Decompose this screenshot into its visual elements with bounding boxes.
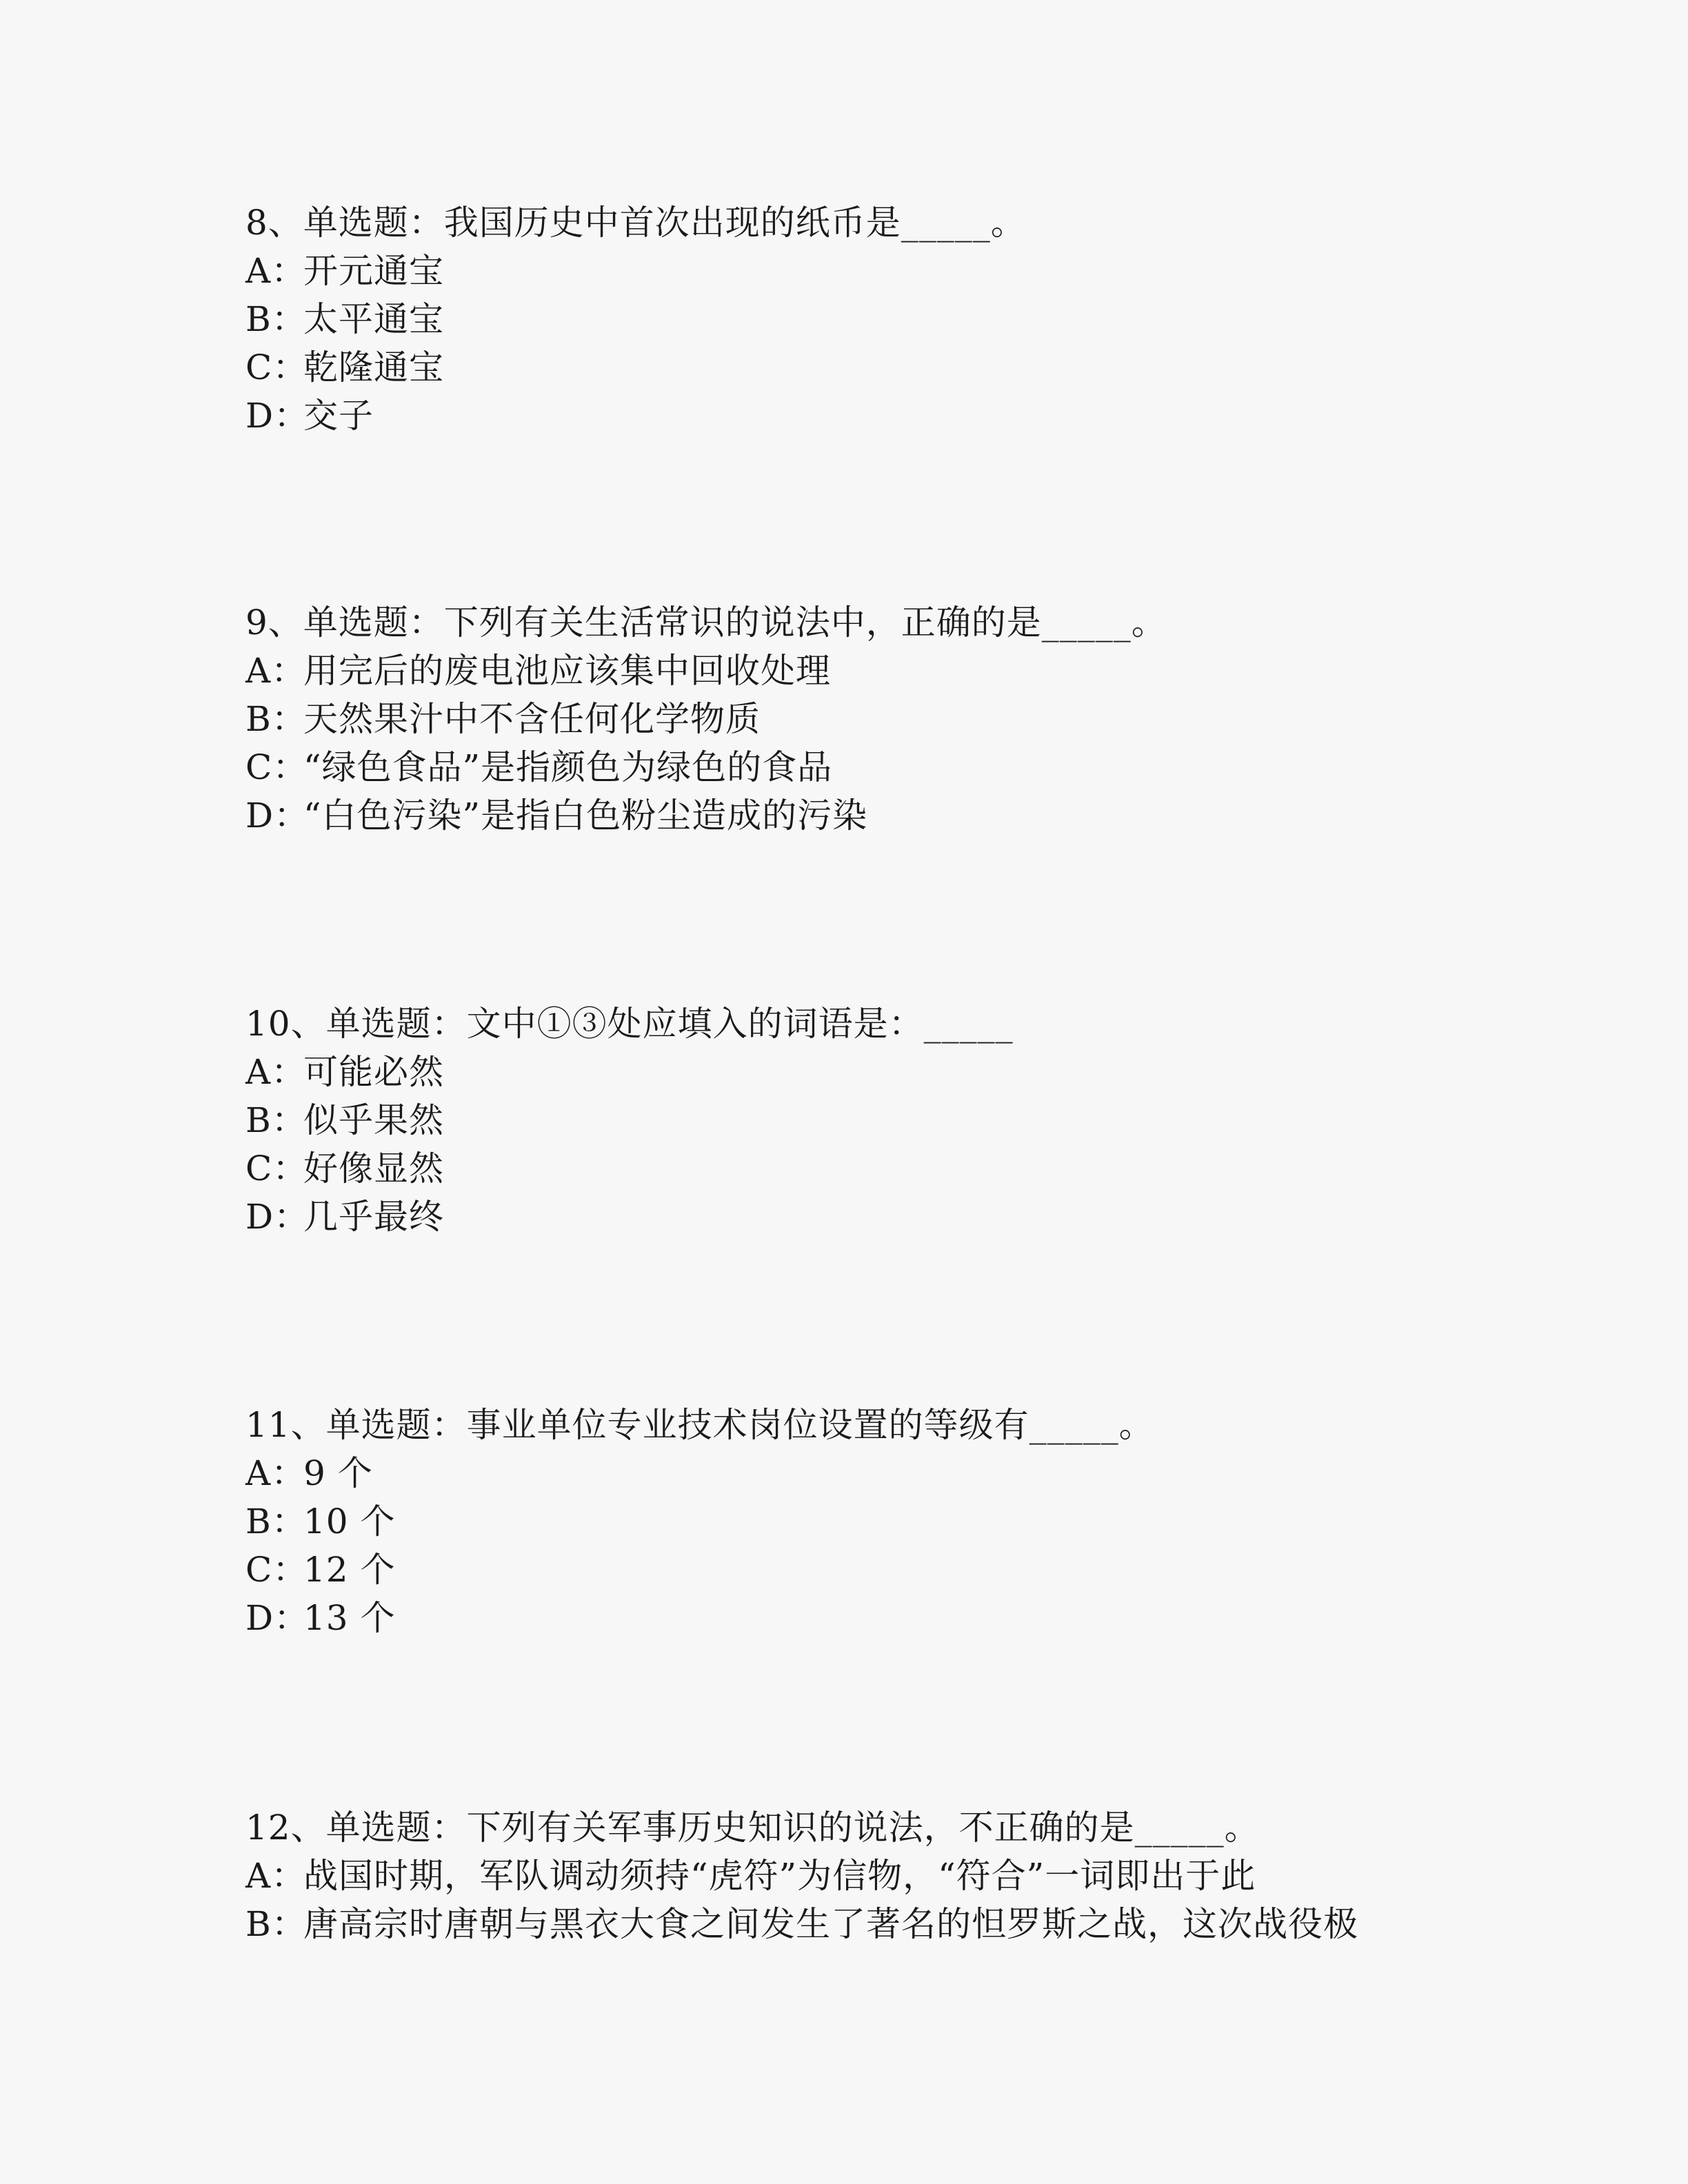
option-b [245,1900,1556,1948]
question-8 [245,199,1556,440]
option-key: C： [245,347,308,387]
option-a [245,247,1556,295]
option-text: 13 个 [303,1598,396,1638]
option-key: A： [245,1856,307,1896]
question-stem: 11、单选题：事业单位专业技术岗位设置的等级有_____。 [245,1405,1154,1445]
option-c [245,1144,1556,1193]
option-d [245,1594,1556,1642]
option-a [245,1449,1556,1497]
option-key: B： [245,1502,307,1541]
option-text: 交子 [303,396,374,436]
option-text: 9 个 [303,1453,373,1493]
option-key: C： [245,1149,308,1189]
question-stem: 10、单选题：文中①③处应填入的词语是：_____ [245,1004,1014,1044]
option-b [245,695,1556,743]
option-key: B： [245,1100,307,1140]
option-a [245,1852,1556,1900]
option-key: A： [245,1052,307,1092]
option-text: 好像显然 [303,1149,444,1189]
option-text: “白色污染”是指白色粉尘造成的污染 [303,796,868,836]
option-key: A： [245,1453,307,1493]
option-text: 太平通宝 [303,299,444,339]
question-stem: 8、单选题：我国历史中首次出现的纸币是_____。 [245,203,1026,243]
option-text: 天然果汁中不含任何化学物质 [303,699,761,739]
option-text: 战国时期，军队调动须持“虎符”为信物，“符合”一词即出于此 [303,1856,1256,1896]
option-key: D： [245,1598,310,1638]
option-text: 用完后的废电池应该集中回收处理 [303,651,831,691]
option-key: B： [245,1904,307,1944]
option-text: 唐高宗时唐朝与黑衣大食之间发生了著名的怛罗斯之战，这次战役极 [303,1904,1358,1944]
option-b [245,1497,1556,1546]
question-stem: 9、单选题：下列有关生活常识的说法中，正确的是_____。 [245,603,1167,643]
question-12 [245,1803,1556,1948]
option-c [245,1546,1556,1594]
option-c [245,343,1556,392]
option-text: 10 个 [303,1502,396,1541]
option-c [245,743,1556,791]
option-text: 乾隆通宝 [303,347,444,387]
question-11 [245,1401,1556,1642]
option-d [245,791,1556,840]
option-key: A： [245,651,307,691]
question-10 [245,1000,1556,1241]
option-d [245,1193,1556,1241]
option-b [245,1096,1556,1144]
option-d [245,392,1556,440]
question-stem: 12、单选题：下列有关军事历史知识的说法，不正确的是_____。 [245,1808,1260,1848]
option-a [245,1048,1556,1096]
option-text: 几乎最终 [303,1197,444,1237]
option-key: C： [245,1550,308,1590]
question-9 [245,598,1556,840]
option-a [245,647,1556,695]
option-key: B： [245,299,307,339]
option-text: “绿色食品”是指颜色为绿色的食品 [303,747,833,787]
option-key: D： [245,1197,310,1237]
option-text: 开元通宝 [303,251,444,291]
option-key: D： [245,396,310,436]
option-key: D： [245,796,310,836]
option-text: 似乎果然 [303,1100,444,1140]
option-key: C： [245,747,308,787]
option-text: 12 个 [303,1550,396,1590]
option-key: A： [245,251,307,291]
option-text: 可能必然 [303,1052,444,1092]
option-b [245,295,1556,343]
option-key: B： [245,699,307,739]
